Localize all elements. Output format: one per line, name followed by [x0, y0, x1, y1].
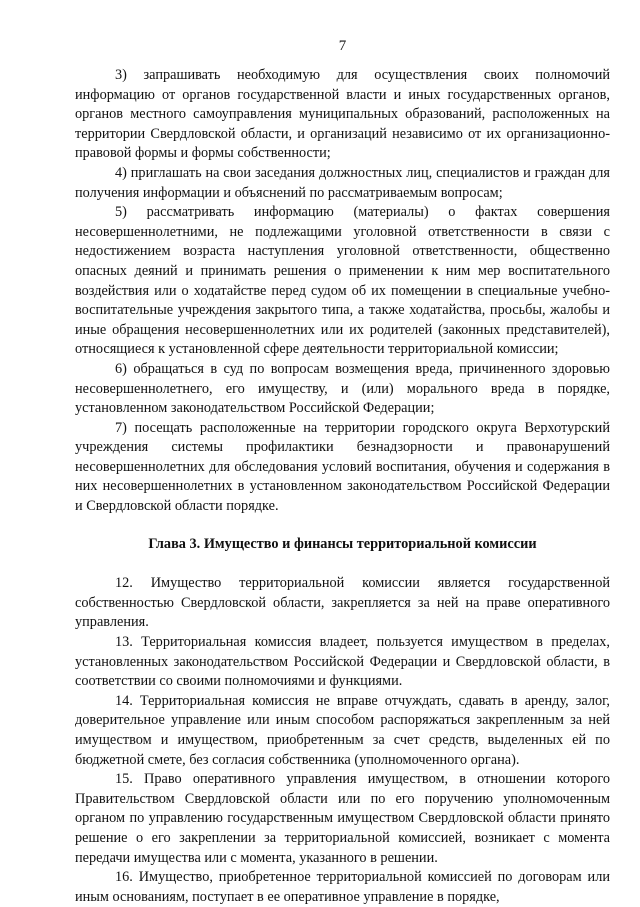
list-item-6: 6) обращаться в суд по вопросам возмещения вреда, причиненного здоровью несовершеннолетнего, его имуществу, и (или) морального вреда в порядке, установленном законодательством Российской Федерации; [75, 360, 610, 417]
document-body [75, 66, 610, 907]
section-12: 12. Имущество территориальной комиссии является государственной собственностью Свердловской области, закрепляется за ней на праве оперативного управления. [75, 575, 610, 631]
section-16: 16. Имущество, приобретенное территориальной комиссией по договорам или иным основаниям, поступает в ее оперативное управление в порядке, [75, 869, 610, 905]
chapter-heading: Глава 3. Имущество и финансы территориальной комиссии [148, 535, 537, 552]
list-item-4: 4) приглашать на свои заседания должностных лиц, специалистов и граждан для получения информации и объяснений по рассматриваемым вопросам; [75, 164, 610, 201]
list-item-7: 7) посещать расположенные на территории городского округа Верхотурский учреждения системы профилактики безнадзорности и правонарушений несовершеннолетних для обследования условий воспитания, обучения и содержания в них несовершеннолетних в установленном законодательством Российской Федерации и Свердловской области порядке. [75, 419, 610, 515]
list-item-3: 3) запрашивать необходимую для осуществления своих полномочий информацию от органов государственной власти и иных государственных органов, органов местного самоуправления муниципальных образований, расположенных на территории Свердловской области, и организаций независимо от их организационно-правовой формы и формы собственности; [75, 67, 610, 162]
section-14: 14. Территориальная комиссия не вправе отчуждать, сдавать в аренду, залог, доверительное управление или иным способом распоряжаться закрепленным за ней имуществом и имуществом, приобретенным за счет средств, выделенных ей по бюджетной смете, без согласия собственника (уполномоченного органа). [75, 692, 610, 768]
list-item-5: 5) рассматривать информацию (материалы) о фактах совершения несовершеннолетними, не подлежащими уголовной ответственности в связи с недостижением возраста наступления уголовной ответственности, общественно опасных деяний и принимать решения о применении к ним мер воспитательного воздействия или о ходатайстве перед судом об их помещении в специальные учебно-воспитательные учреждения закрытого типа, а также ходатайства, просьбы, жалобы и иные обращения несовершеннолетних или их родителей (законных представителей), относящиеся к установленной сфере деятельности территориальной комиссии; [75, 204, 610, 358]
page-number: 7 [338, 38, 347, 54]
section-15: 15. Право оперативного управления имуществом, в отношении которого Правительством Свердловской области или по его поручению уполномоченным органом по управлению государственным имуществом Свердловской области принято решение о его закреплении за территориальной комиссией, возникает с момента передачи имущества или с момента, указанного в решении. [75, 771, 610, 866]
document-page [75, 30, 610, 907]
section-13: 13. Территориальная комиссия владеет, пользуется имуществом в пределах, установленных законодательством Российской Федерации и Свердловской области, в соответствии со своими полномочиями и функциями. [75, 634, 610, 690]
